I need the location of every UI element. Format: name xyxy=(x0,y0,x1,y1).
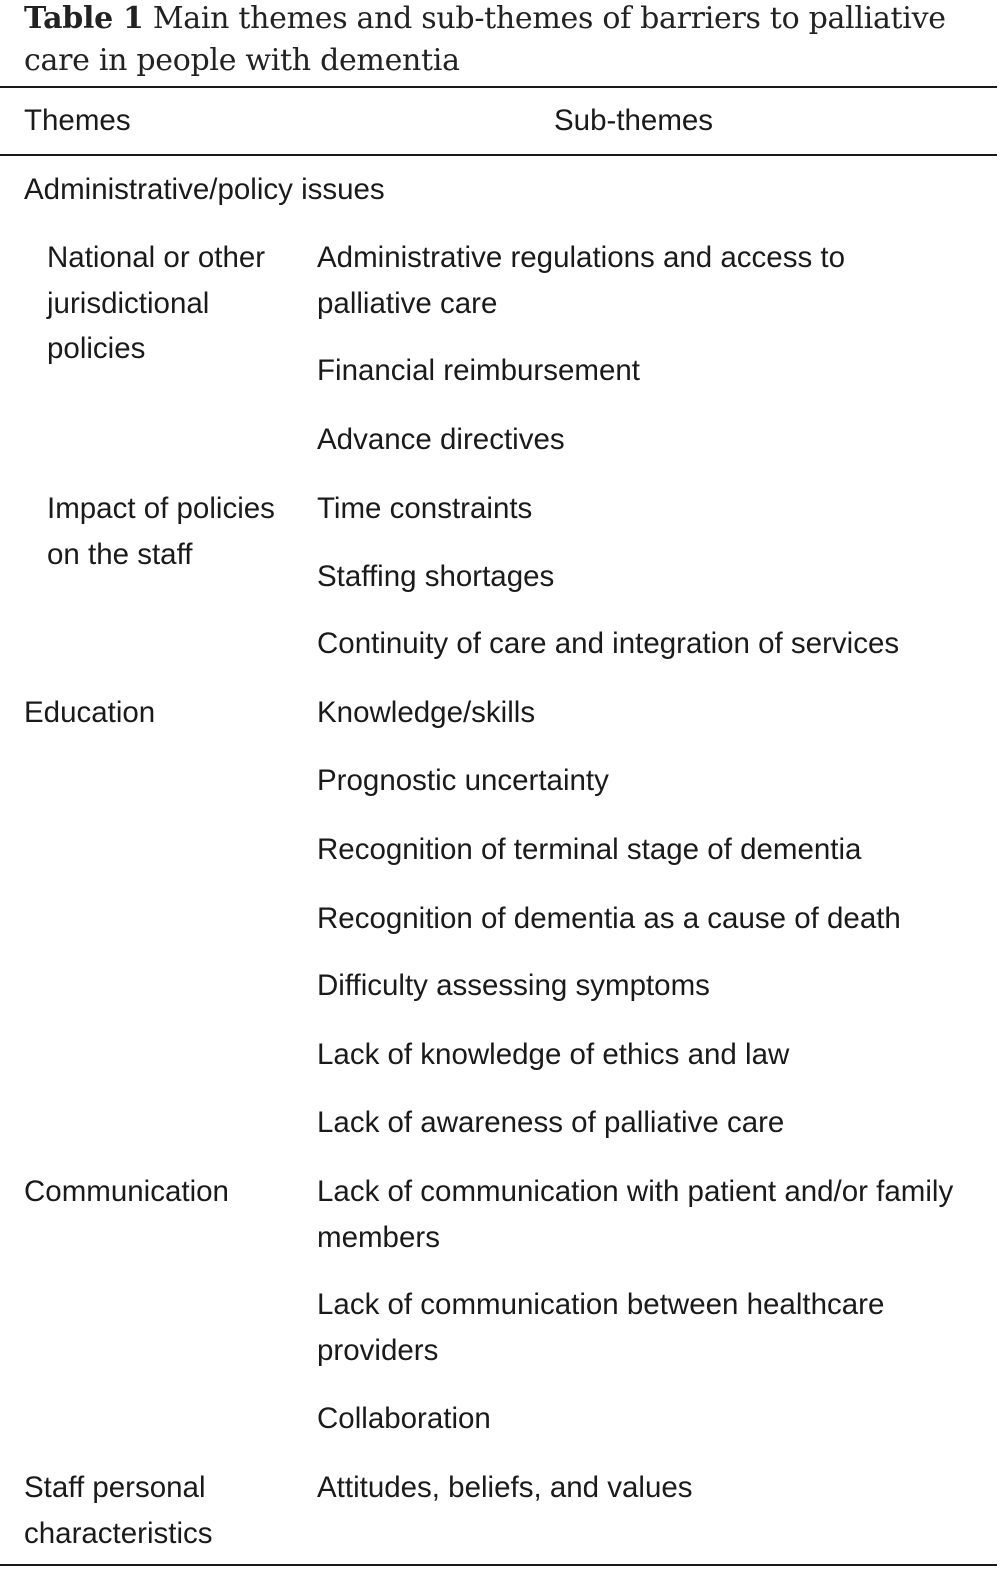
theme-staff-personal-characteristics: Staff personal characteristics xyxy=(24,1471,213,1550)
subtheme-item: Recognition of dementia as a cause of death xyxy=(317,902,901,935)
table-caption xyxy=(24,0,994,82)
subtheme-item: Financial reimbursement xyxy=(317,354,640,387)
theme-education: Education xyxy=(24,696,156,729)
subtheme-item: Difficulty assessing symptoms xyxy=(317,969,710,1002)
subtheme-group-impact-of-policies: Impact of policies on the staff xyxy=(47,492,275,571)
table-top-rule xyxy=(0,86,997,88)
theme-communication: Communication xyxy=(24,1175,229,1208)
subtheme-item: Lack of communication between healthcare providers xyxy=(317,1288,885,1367)
subtheme-item: Lack of knowledge of ethics and law xyxy=(317,1038,790,1071)
subtheme-item: Lack of awareness of palliative care xyxy=(317,1106,785,1139)
subtheme-item: Prognostic uncertainty xyxy=(317,764,609,797)
subtheme-item: Recognition of terminal stage of dementia xyxy=(317,833,862,866)
subtheme-item: Lack of communication with patient and/or family members xyxy=(317,1175,954,1254)
subtheme-item: Knowledge/skills xyxy=(317,696,536,729)
table-bottom-rule xyxy=(0,1564,997,1566)
theme-administrative-policy: Administrative/policy issues xyxy=(24,173,385,206)
header-subthemes: Sub-themes xyxy=(554,104,714,137)
subtheme-item: Staffing shortages xyxy=(317,560,555,593)
table-header-rule xyxy=(0,154,997,156)
table-caption-text: Main themes and sub-themes of barriers to palliative care in people with dementia xyxy=(24,1,946,78)
header-themes: Themes xyxy=(24,104,131,137)
subtheme-group-national-policies: National or other jurisdictional policies xyxy=(47,241,266,365)
subtheme-item: Collaboration xyxy=(317,1402,491,1435)
subtheme-item: Time constraints xyxy=(317,492,533,525)
subtheme-item: Attitudes, beliefs, and values xyxy=(317,1471,693,1504)
table-caption-label: Table 1 xyxy=(24,1,144,36)
subtheme-item: Continuity of care and integration of services xyxy=(317,627,900,660)
subtheme-item: Administrative regulations and access to palliative care xyxy=(317,241,845,320)
subtheme-item: Advance directives xyxy=(317,423,565,456)
